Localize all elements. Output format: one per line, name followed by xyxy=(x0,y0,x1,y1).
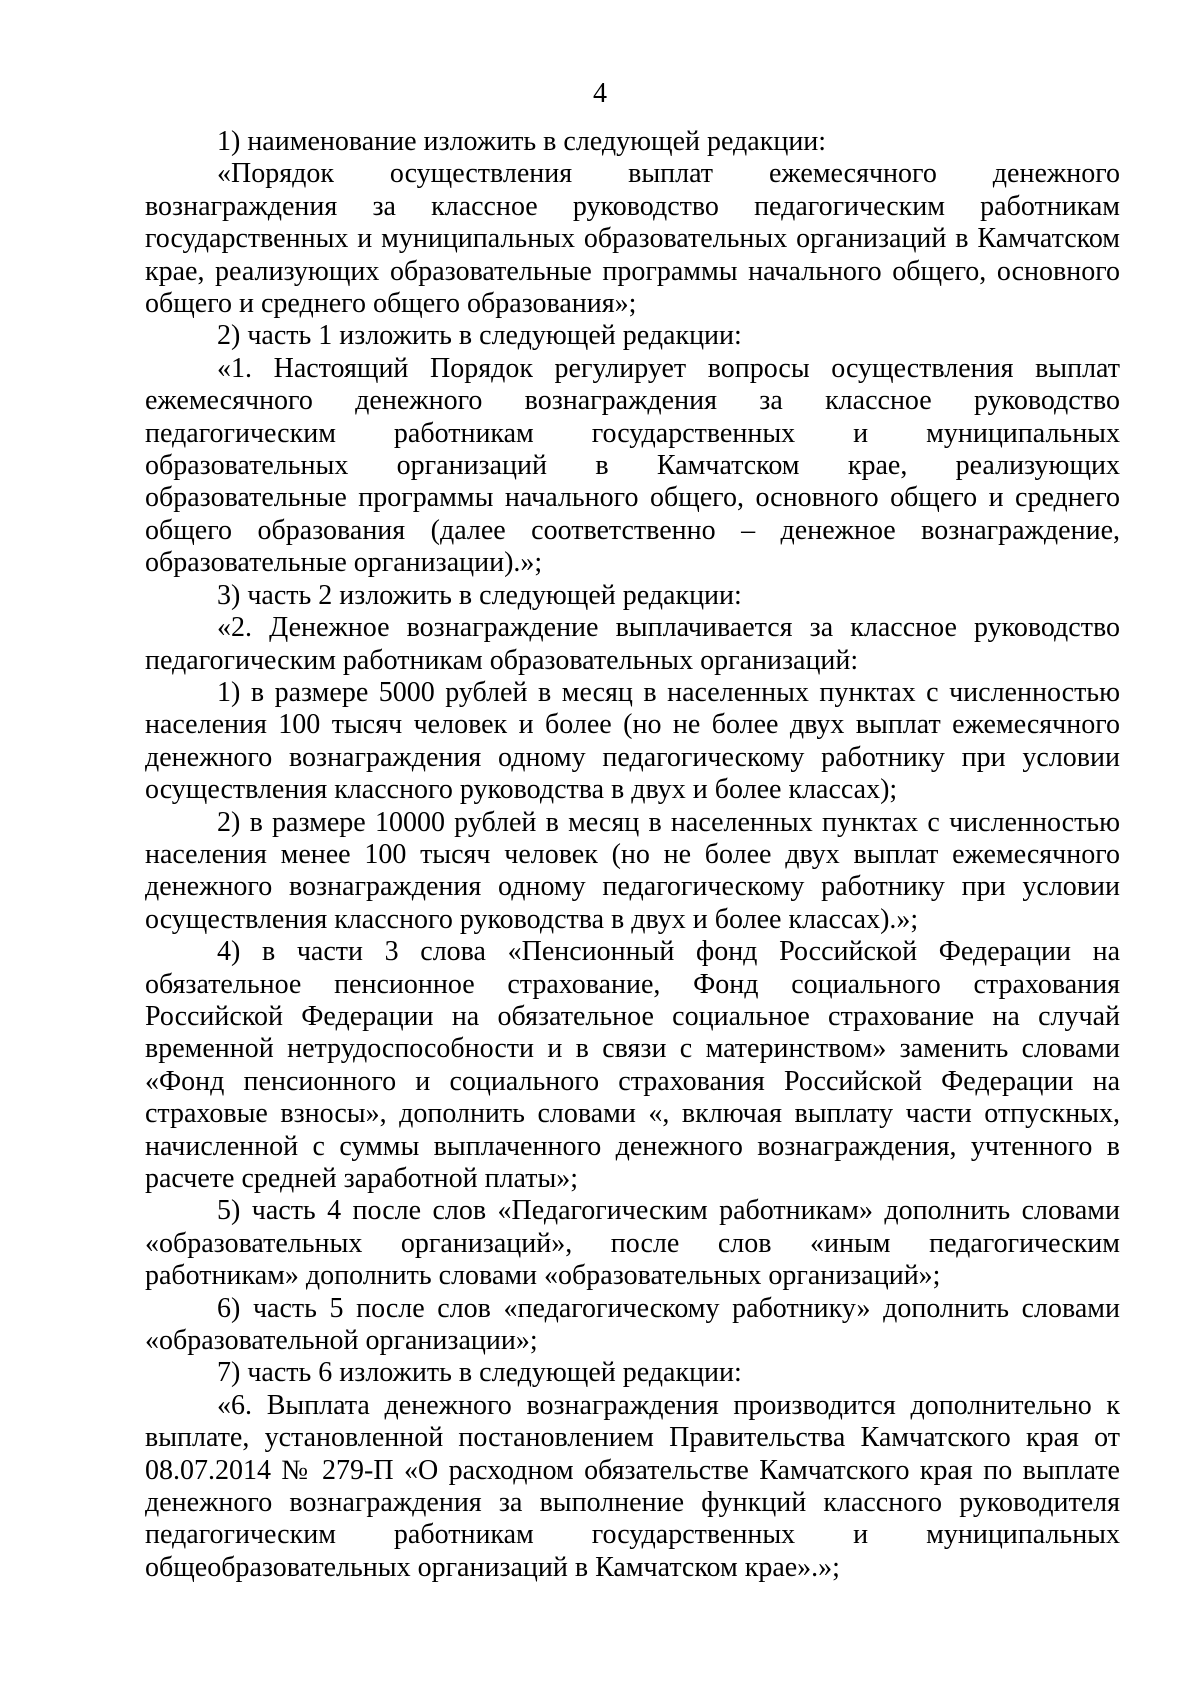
paragraph-item-6: 6) часть 5 после слов «педагогическому работнику» дополнить словами «образовательной организации»; xyxy=(145,1292,1120,1357)
page-number: 4 xyxy=(593,78,607,109)
document-body xyxy=(145,126,1120,1584)
paragraph-item-5: 5) часть 4 после слов «Педагогическим работникам» дополнить словами «образовательных организаций», после слов «иным педагогическим работникам» дополнить словами «образовательных организаций»; xyxy=(145,1195,1120,1292)
paragraph-part-2-quote: «2. Денежное вознаграждение выплачивается за классное руководство педагогическим работникам образовательных организаций: xyxy=(145,612,1120,676)
paragraph-item-1: 1) наименование изложить в следующей редакции: xyxy=(217,126,827,157)
paragraph-item-7: 7) часть 6 изложить в следующей редакции: xyxy=(217,1357,742,1389)
paragraph-part-6-quote: «6. Выплата денежного вознаграждения производится дополнительно к выплате, установленной постановлением Правительства Камчатского края от 08.07.2014 № 279-П «О расходном обязательстве Камчатского края по выплате денежного вознаграждения за выполнение функций классного руководителя педагогическим работникам государственных и муниципальных общеобразовательных организаций в Камчатском крае».»; xyxy=(145,1389,1120,1583)
paragraph-item-2: 2) часть 1 изложить в следующей редакции: xyxy=(217,320,742,352)
paragraph-part-1-quote: «1. Настоящий Порядок регулирует вопросы осуществления выплат ежемесячного денежного вознаграждения за классное руководство педагогическим работникам государственных и муниципальных образовательных организаций в Камчатском крае, реализующих образовательные программы начального общего, основного общего и среднего общего образования (далее соответственно – денежное вознаграждение, образовательные организации).»; xyxy=(145,352,1120,579)
paragraph-subitem-1: 1) в размере 5000 рублей в месяц в населенных пунктах с численностью населения 100 тысяч человек и более (но не более двух выплат ежемесячного денежного вознаграждения одному педагогическому работнику при условии осуществления классного руководства в двух и более классах); xyxy=(145,676,1120,806)
paragraph-item-4: 4) в части 3 слова «Пенсионный фонд Российской Федерации на обязательное пенсионное страхование, Фонд социального страхования Российской Федерации на обязательное социальное страхование на случай временной нетрудоспособности и в связи с материнством» заменить словами «Фонд пенсионного и социального страхования Российской Федерации на страховые взносы», дополнить словами «, включая выплату части отпускных, начисленной с суммы выплаченного денежного вознаграждения, учтенного в расчете средней заработной платы»; xyxy=(145,936,1120,1194)
paragraph-subitem-2: 2) в размере 10000 рублей в месяц в населенных пунктах с численностью населения менее 100 тысяч человек (но не более двух выплат ежемесячного денежного вознаграждения одному педагогическому работнику при условии осуществления классного руководства в двух и более классах).»; xyxy=(145,806,1120,935)
paragraph-item-3: 3) часть 2 изложить в следующей редакции: xyxy=(217,579,742,611)
paragraph-title-quote: «Порядок осуществления выплат ежемесячного денежного вознаграждения за классное руководство педагогическим работникам государственных и муниципальных образовательных организаций в Камчатском крае, реализующих образовательные программы начального общего, основного общего и среднего общего образования»; xyxy=(145,158,1120,320)
